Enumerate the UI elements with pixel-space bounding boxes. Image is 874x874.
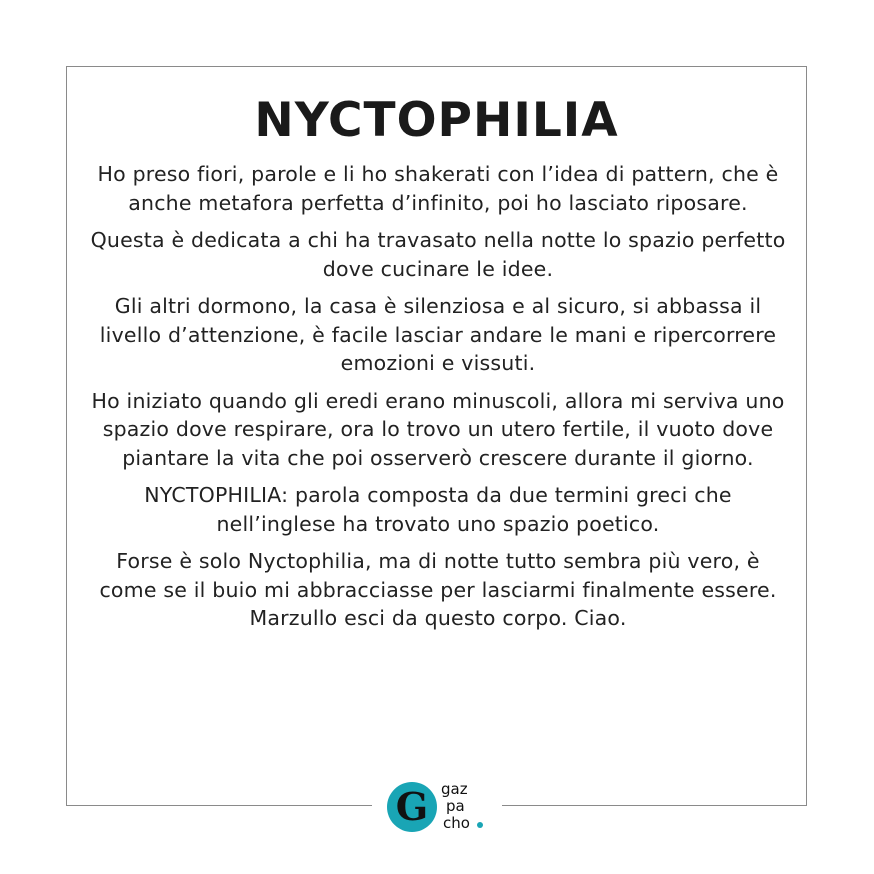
- logo-dot: [477, 822, 483, 828]
- paragraph-5: NYCTOPHILIA: parola composta da due termini greci che nell’inglese ha trovato uno spazio poetico.: [144, 483, 732, 536]
- logo-word-line2: pa: [446, 797, 465, 815]
- logo-letter: G: [395, 784, 429, 829]
- paragraph-1: Ho preso fiori, parole e li ho shakerati con l’idea di pattern, che è anche metafora perfetta d’infinito, poi ho lasciato riposare.: [97, 162, 779, 215]
- paragraph-2: Questa è dedicata a chi ha travasato nella notte lo spazio perfetto dove cucinare le idee.: [90, 228, 786, 281]
- logo-word-line3: cho: [443, 814, 470, 832]
- gazpacho-logo-mark: [386, 777, 492, 837]
- gazpacho-logo: [386, 777, 492, 837]
- logo-word-line1: gaz: [441, 780, 468, 798]
- paragraph-3: Gli altri dormono, la casa è silenziosa e al sicuro, si abbassa il livello d’attenzione, è facile lasciar andare le mani e ripercorrere emozioni e vissuti.: [99, 294, 777, 375]
- page-title: NYCTOPHILIA: [254, 93, 619, 148]
- paragraph-6: Forse è solo Nyctophilia, ma di notte tutto sembra più vero, è come se il buio mi abbracciasse per lasciarmi finalmente essere. Marzullo esci da questo corpo. Ciao.: [99, 549, 777, 630]
- paragraph-4: Ho iniziato quando gli eredi erano minuscoli, allora mi serviva uno spazio dove respirare, ora lo trovo un utero fertile, il vuoto dove piantare la vita che poi osserverò crescere durante il giorno.: [91, 388, 785, 470]
- body-text: [88, 160, 788, 642]
